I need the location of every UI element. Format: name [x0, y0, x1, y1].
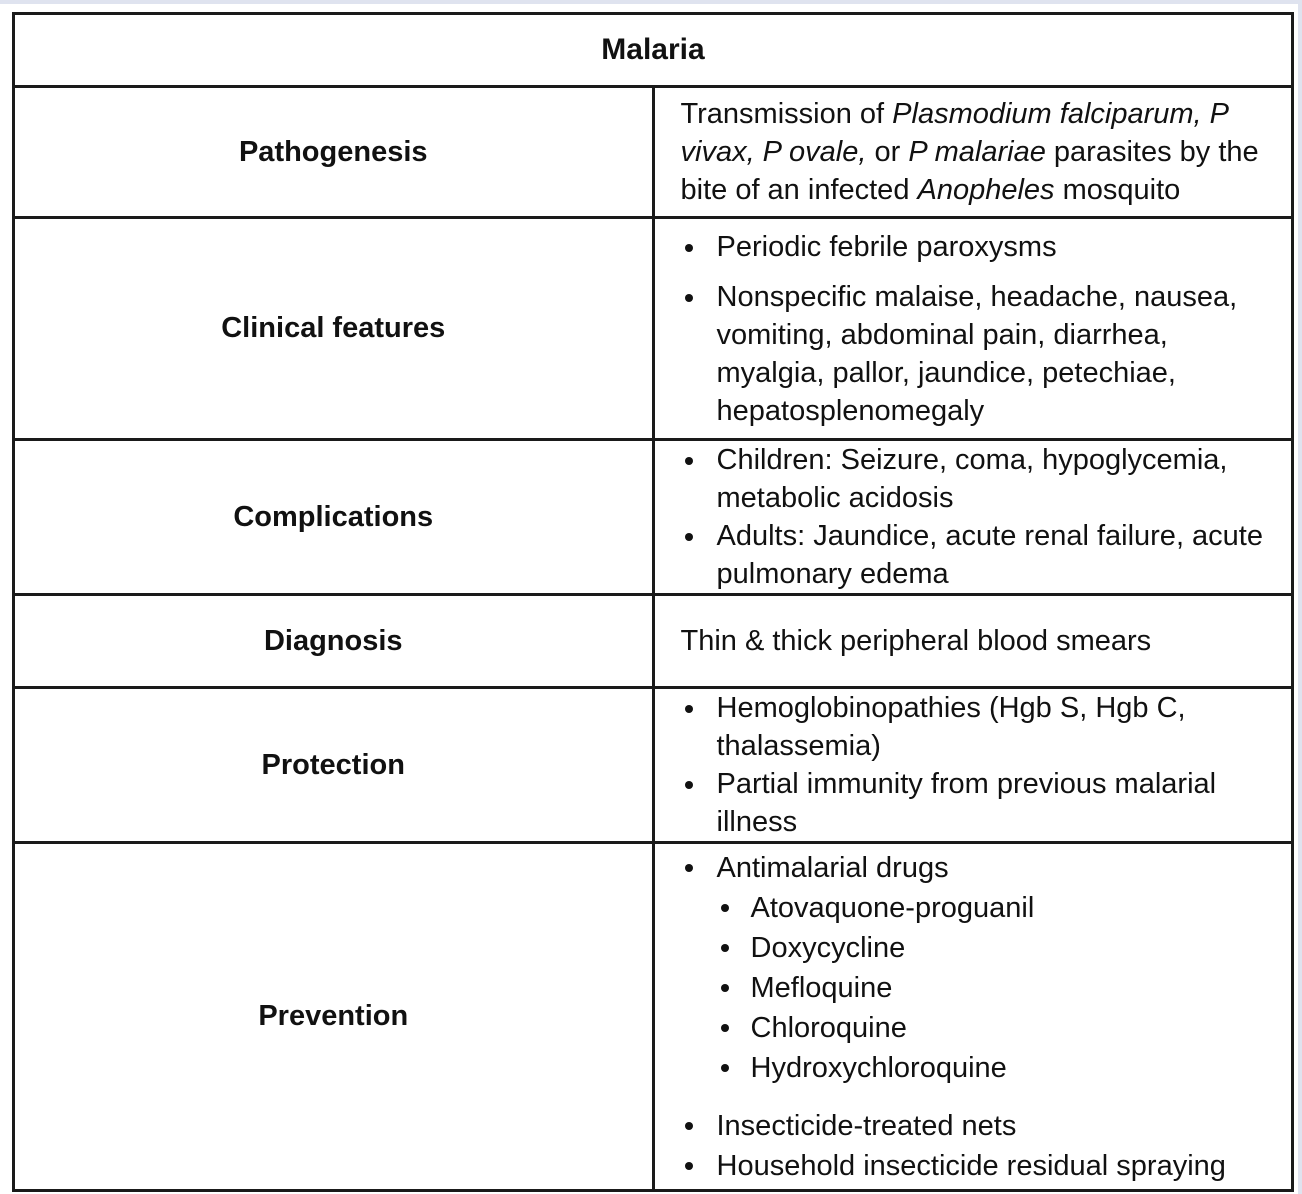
- list-item: Doxycycline: [717, 928, 1272, 968]
- pathogenesis-italic-2: P malariae: [908, 136, 1046, 168]
- label-complications: Complications: [14, 440, 654, 595]
- label-pathogenesis: Pathogenesis: [14, 87, 654, 218]
- table-title: Malaria: [14, 14, 1293, 87]
- content-prevention: [653, 843, 1293, 1191]
- protection-list: [681, 689, 1272, 841]
- pathogenesis-italic-1: Plasmodium falciparum, P vivax, P ovale,: [680, 98, 1228, 168]
- row-complications: [14, 440, 1293, 595]
- list-item: Children: Seizure, coma, hypoglycemia, metabolic acidosis: [681, 441, 1272, 517]
- pathogenesis-text-2: or: [866, 136, 909, 168]
- list-item: Hydroxychloroquine: [717, 1048, 1272, 1088]
- label-prevention: Prevention: [14, 843, 654, 1191]
- list-item: Household insecticide residual spraying: [681, 1146, 1272, 1186]
- pathogenesis-italic-3: Anopheles: [917, 174, 1055, 206]
- list-item: Chloroquine: [717, 1008, 1272, 1048]
- malaria-table: [12, 12, 1294, 1192]
- list-item: Nonspecific malaise, headache, nausea, vomiting, abdominal pain, diarrhea, myalgia, pallor, jaundice, petechiae, hepatosplenomegaly: [681, 278, 1272, 430]
- prevention-other-list: [681, 1106, 1272, 1186]
- content-complications: [653, 440, 1293, 595]
- list-item: Antimalarial drugs: [681, 848, 1272, 888]
- label-clinical-features: Clinical features: [14, 218, 654, 440]
- list-item: Adults: Jaundice, acute renal failure, acute pulmonary edema: [681, 517, 1272, 593]
- row-prevention: [14, 843, 1293, 1191]
- prevention-list: [681, 848, 1272, 888]
- content-protection: [653, 688, 1293, 843]
- content-pathogenesis: [653, 87, 1293, 218]
- pathogenesis-text-3: parasites by the bite of an infected: [680, 136, 1259, 206]
- list-item: Atovaquone-proguanil: [717, 888, 1272, 928]
- clinical-features-list: [681, 228, 1272, 430]
- row-clinical-features: [14, 218, 1293, 440]
- pathogenesis-text-4: mosquito: [1054, 174, 1181, 206]
- list-item: Mefloquine: [717, 968, 1272, 1008]
- content-clinical-features: [653, 218, 1293, 440]
- list-item: Periodic febrile paroxysms: [681, 228, 1272, 266]
- row-diagnosis: [14, 595, 1293, 688]
- list-item: Insecticide-treated nets: [681, 1106, 1272, 1146]
- content-diagnosis: Thin & thick peripheral blood smears: [653, 595, 1293, 688]
- complications-list: [681, 441, 1272, 593]
- label-diagnosis: Diagnosis: [14, 595, 654, 688]
- label-protection: Protection: [14, 688, 654, 843]
- row-pathogenesis: [14, 87, 1293, 218]
- list-item: Hemoglobinopathies (Hgb S, Hgb C, thalassemia): [681, 689, 1272, 765]
- pathogenesis-text-1: Transmission of: [680, 98, 893, 130]
- title-row: [14, 14, 1293, 87]
- list-item: Partial immunity from previous malarial illness: [681, 765, 1272, 841]
- row-protection: [14, 688, 1293, 843]
- antimalarial-drugs-list: [681, 888, 1272, 1088]
